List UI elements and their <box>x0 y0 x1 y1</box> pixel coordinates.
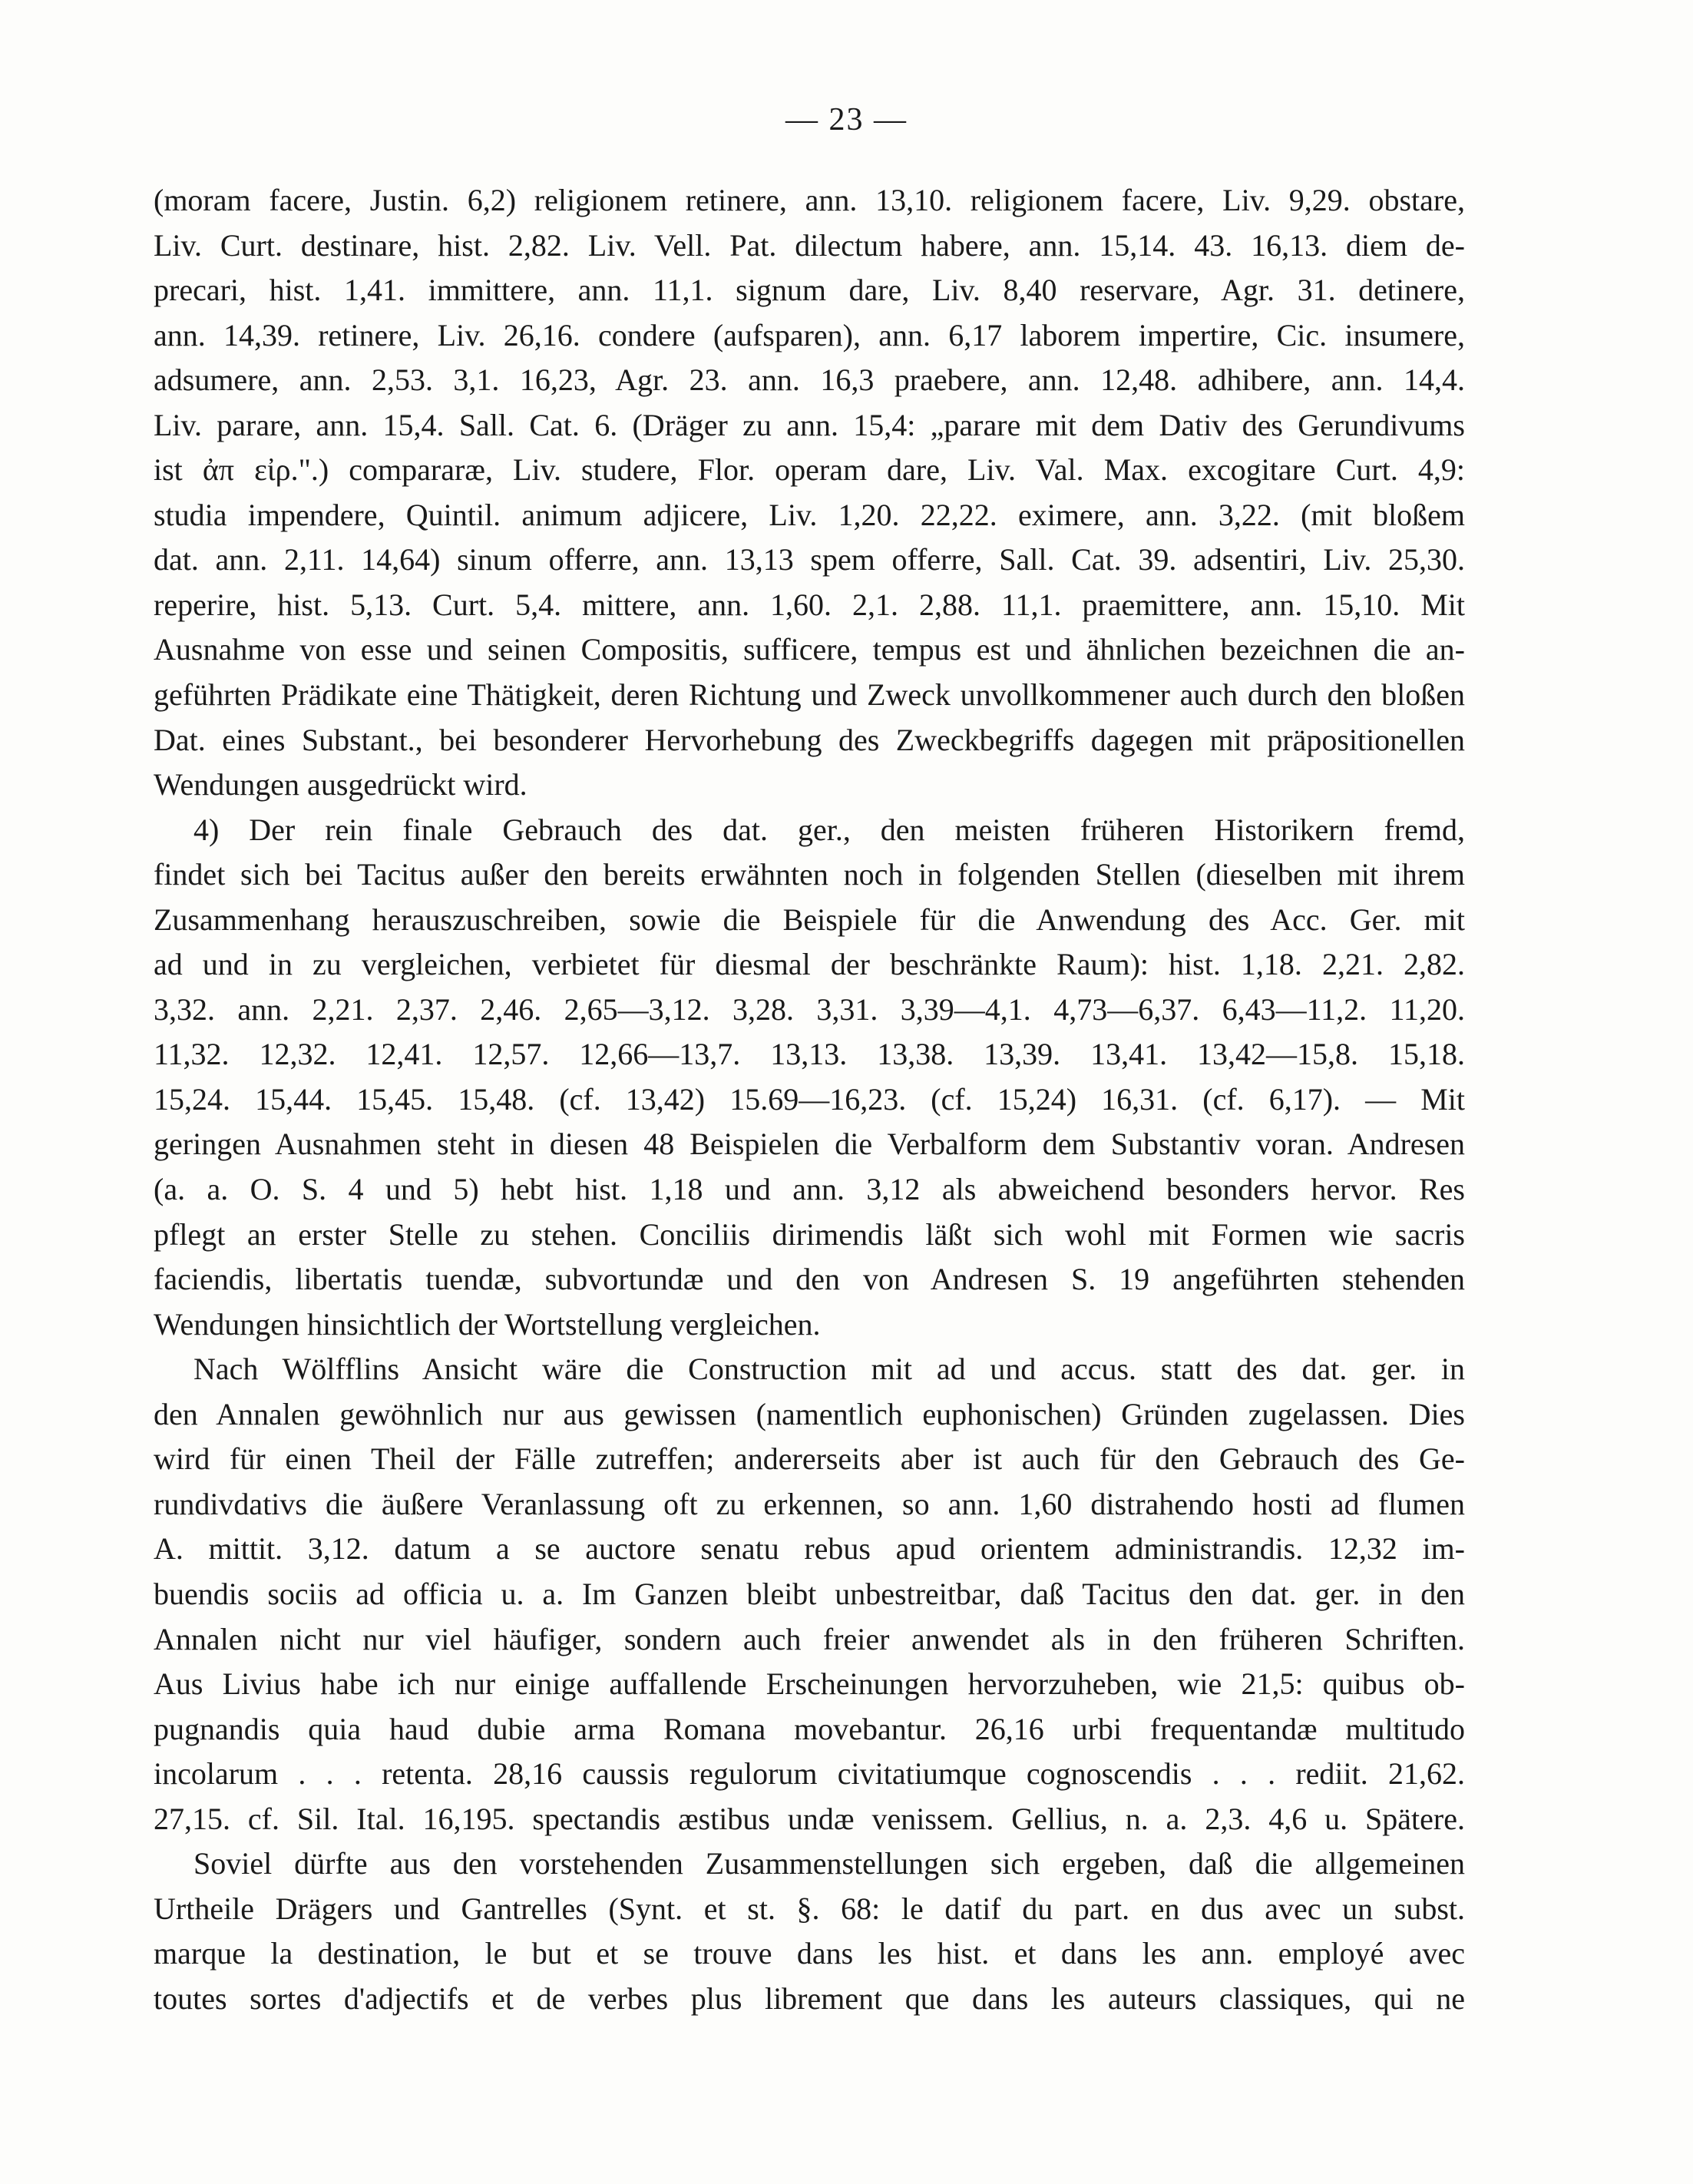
paragraph-start-line: Soviel dürfte aus den vorstehenden Zusammenstellungen sich ergeben, daß die allgemeinen <box>193 1846 1465 1881</box>
text-line: den Annalen gewöhnlich nur aus gewissen (namentlich euphonischen) Gründen zugelassen. Dies <box>154 1396 1465 1431</box>
text-line: A. mittit. 3,12. datum a se auctore senatu rebus apud orientem administrandis. 12,32 im- <box>154 1531 1465 1567</box>
text-line: pflegt an erster Stelle zu stehen. Conciliis dirimendis läßt sich wohl mit Formen wie sacris <box>154 1216 1465 1252</box>
text-line: Zusammenhang herauszuschreiben, sowie die Beispiele für die Anwendung des Acc. Ger. mit <box>154 902 1465 937</box>
text-line: Liv. parare, ann. 15,4. Sall. Cat. 6. (Dräger zu ann. 15,4: „parare mit dem Dativ des Gerundivums <box>154 407 1465 442</box>
text-line: geführten Prädikate eine Thätigkeit, deren Richtung und Zweck unvollkommener auch durch den bloßen <box>154 677 1465 713</box>
text-line: Urtheile Drägers und Gantrelles (Synt. et st. §. 68: le datif du part. en dus avec un subst. <box>154 1891 1465 1926</box>
text-line: 15,24. 15,44. 15,45. 15,48. (cf. 13,42) 15.69—16,23. (cf. 15,24) 16,31. (cf. 6,17). — Mit <box>154 1081 1465 1117</box>
text-line: dat. ann. 2,11. 14,64) sinum offerre, ann. 13,13 spem offerre, Sall. Cat. 39. adsentiri, Liv. 25,30. <box>154 542 1465 577</box>
text-line: geringen Ausnahmen steht in diesen 48 Beispielen die Verbalform dem Substantiv voran. Andresen <box>154 1127 1465 1162</box>
page-number: — 23 — <box>785 102 908 137</box>
text-line: incolarum . . . retenta. 28,16 caussis regulorum civitatiumque cognoscendis . . . rediit. 21,62. <box>154 1756 1465 1792</box>
text-line: precari, hist. 1,41. immittere, ann. 11,1. signum dare, Liv. 8,40 reservare, Agr. 31. detinere, <box>154 273 1465 308</box>
text-line: Ausnahme von esse und seinen Compositis, sufficere, tempus est und ähnlichen bezeichnen die an- <box>154 632 1465 667</box>
text-line: buendis sociis ad officia u. a. Im Ganzen bleibt unbestreitbar, daß Tacitus den dat. ger. in den <box>154 1576 1465 1611</box>
text-line: 11,32. 12,32. 12,41. 12,57. 12,66—13,7. 13,13. 13,38. 13,39. 13,41. 13,42—15,8. 15,18. <box>154 1037 1465 1072</box>
text-line: pugnandis quia haud dubie arma Romana movebantur. 26,16 urbi frequentandæ multitudo <box>154 1711 1465 1746</box>
paragraph-start-line: Nach Wölfflins Ansicht wäre die Construction mit ad und accus. statt des dat. ger. in <box>193 1352 1465 1387</box>
paragraph-start-line: 4) Der rein finale Gebrauch des dat. ger., den meisten früheren Historikern fremd, <box>193 812 1465 847</box>
text-line: ad und in zu vergleichen, verbietet für diesmal der beschränkte Raum): hist. 1,18. 2,21. 2,82. <box>154 947 1465 982</box>
text-line: Annalen nicht nur viel häufiger, sondern auch freier anwendet als in den früheren Schriften. <box>154 1621 1465 1656</box>
text-line: wird für einen Theil der Fälle zutreffen; andererseits aber ist auch für den Gebrauch des Ge- <box>154 1441 1465 1477</box>
text-line: (moram facere, Justin. 6,2) religionem retinere, ann. 13,10. religionem facere, Liv. 9,29. obstare, <box>154 183 1465 217</box>
text-line: 3,32. ann. 2,21. 2,37. 2,46. 2,65—3,12. 3,28. 3,31. 3,39—4,1. 4,73—6,37. 6,43—11,2. 11,20. <box>154 991 1465 1027</box>
text-line: ist ἀπ εἰρ.".) compararæ, Liv. studere, Flor. operam dare, Liv. Val. Max. excogitare Curt. 4,9: <box>154 452 1465 488</box>
text-line: rundivdativs die äußere Veranlassung oft zu erkennen, so ann. 1,60 distrahendo hosti ad flumen <box>154 1486 1465 1521</box>
text-line: Wendungen hinsichtlich der Wortstellung vergleichen. <box>154 1306 821 1342</box>
text-line: faciendis, libertatis tuendæ, subvortundæ und den von Andresen S. 19 angeführten stehenden <box>154 1262 1465 1297</box>
text-line: studia impendere, Quintil. animum adjicere, Liv. 1,20. 22,22. eximere, ann. 3,22. (mit bloßem <box>154 497 1465 532</box>
text-line: Dat. eines Substant., bei besonderer Hervorhebung des Zweckbegriffs dagegen mit präpositionellen <box>154 722 1465 757</box>
body-text <box>154 178 1465 2021</box>
text-line: findet sich bei Tacitus außer den bereits erwähnten noch in folgenden Stellen (dieselben mit ihrem <box>154 857 1465 892</box>
text-line: adsumere, ann. 2,53. 3,1. 16,23, Agr. 23. ann. 16,3 praebere, ann. 12,48. adhibere, ann. 14,4. <box>154 362 1465 398</box>
text-line: toutes sortes d'adjectifs et de verbes plus librement que dans les auteurs classiques, qui ne <box>154 1980 1465 2016</box>
text-line: reperire, hist. 5,13. Curt. 5,4. mittere, ann. 1,60. 2,1. 2,88. 11,1. praemittere, ann. 15,10. Mit <box>154 587 1465 622</box>
text-line: 27,15. cf. Sil. Ital. 16,195. spectandis æstibus undæ venissem. Gellius, n. a. 2,3. 4,6 u. Spätere. <box>154 1801 1465 1836</box>
text-line: Liv. Curt. destinare, hist. 2,82. Liv. Vell. Pat. dilectum habere, ann. 15,14. 43. 16,13. diem de- <box>154 227 1465 263</box>
text-line: Wendungen ausgedrückt wird. <box>154 767 527 802</box>
text-line: marque la destination, le but et se trouve dans les hist. et dans les ann. employé avec <box>154 1936 1465 1971</box>
text-line: ann. 14,39. retinere, Liv. 26,16. condere (aufsparen), ann. 6,17 laborem impertire, Cic. insumere, <box>154 317 1465 352</box>
text-line: Aus Livius habe ich nur einige auffallende Erscheinungen hervorzuheben, wie 21,5: quibus ob- <box>154 1666 1465 1702</box>
text-line: (a. a. O. S. 4 und 5) hebt hist. 1,18 und ann. 3,12 als abweichend besonders hervor. Res <box>154 1172 1465 1207</box>
